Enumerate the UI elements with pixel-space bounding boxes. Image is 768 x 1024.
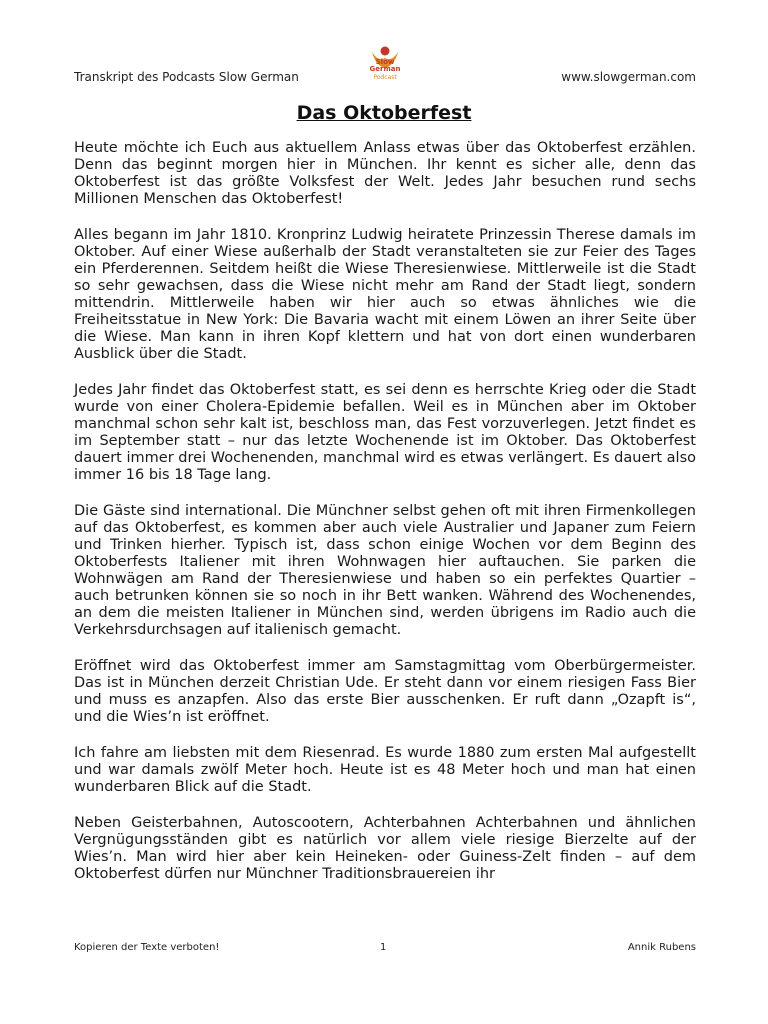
logo-line-german: German <box>369 65 401 73</box>
header-podcast-label: Transkript des Podcasts Slow German <box>74 70 299 84</box>
logo-line-slow: Slow <box>375 58 395 66</box>
page-footer <box>74 942 696 956</box>
header-website: www.slowgerman.com <box>561 70 696 84</box>
page-header <box>74 58 696 98</box>
document-title: Das Oktoberfest <box>296 102 472 124</box>
paragraph-3: Jedes Jahr findet das Oktoberfest statt, es sei denn es herrschte Krieg oder die Stadt wurde von einer Cholera-Epidemie befallen. Weil es in München aber im Oktober manchmal schon sehr kalt ist, beschloss man, das Fest vorzuverlegen. Jetzt findet es im September statt – nur das letzte Wochenende ist im Oktober. Das Oktoberfest dauert immer drei Wochenenden, manchmal wird es etwas verlängert. Es dauert also immer 16 bis 18 Tage lang. <box>74 382 696 483</box>
logo-wordmark <box>362 59 408 73</box>
slow-german-logo <box>370 46 400 96</box>
paragraph-6: Ich fahre am liebsten mit dem Riesenrad. Es wurde 1880 zum ersten Mal aufgestellt und war damals zwölf Meter hoch. Heute ist es 48 Meter hoch und man hat einen wunderbaren Blick auf die Stadt. <box>74 745 696 795</box>
paragraph-2: Alles begann im Jahr 1810. Kronprinz Ludwig heiratete Prinzessin Therese damals im Oktober. Auf einer Wiese außerhalb der Stadt veranstalteten sie zur Feier des Tages ein Pferderennen. Seitdem heißt die Wiese Theresienwiese. Mittlerweile ist die Stadt so sehr gewachsen, dass die Wiese nicht mehr am Rand der Stadt liegt, sondern mittendrin. Mittlerweile haben wir hier auch so etwas ähnliches wie die Freiheitsstatue in New York: Die Bavaria wacht mit einem Löwen an ihrer Seite über die Wiese. Man kann in ihren Kopf klettern und hat von dort einen wunderbaren Ausblick über die Stadt. <box>74 227 696 362</box>
footer-author: Annik Rubens <box>627 942 696 953</box>
paragraph-7: Neben Geisterbahnen, Autoscootern, Achterbahnen Achterbahnen und ähnlichen Vergnügungsständen gibt es natürlich vor allem viele riesige Bierzelte auf der Wies’n. Man wird hier aber kein Heineken- oder Guiness-Zelt finden – auf dem Oktoberfest dürfen nur Münchner Traditionsbrauereien ihr <box>74 815 696 882</box>
paragraph-1: Heute möchte ich Euch aus aktuellem Anlass etwas über das Oktoberfest erzählen. Denn das beginnt morgen hier in München. Ihr kennt es sicher alle, denn das Oktoberfest ist das größte Volksfest der Welt. Jedes Jahr besuchen rund sechs Millionen Menschen das Oktoberfest! <box>74 140 696 207</box>
logo-line-podcast: Podcast <box>373 74 397 81</box>
document-body <box>74 140 696 902</box>
paragraph-4: Die Gäste sind international. Die Münchner selbst gehen oft mit ihren Firmenkollegen auf das Oktoberfest, es kommen aber auch viele Australier und Japaner zum Feiern und Trinken hierher. Typisch ist, dass schon einige Wochen vor dem Beginn des Oktoberfests Italiener mit ihren Wohnwagen hier auftauchen. Sie parken die Wohnwägen am Rand der Theresienwiese und haben so ein perfektes Quartier – auch betrunken können sie so noch in ihr Bett wanken. Während des Wochenendes, an dem die meisten Italiener in München sind, werden übrigens im Radio auch die Verkehrsdurchsagen auf italienisch gemacht. <box>74 503 696 638</box>
footer-page-number: 1 <box>380 942 387 953</box>
footer-copyright-note: Kopieren der Texte verboten! <box>74 942 220 953</box>
paragraph-5: Eröffnet wird das Oktoberfest immer am Samstagmittag vom Oberbürgermeister. Das ist in München derzeit Christian Ude. Er steht dann vor einem riesigen Fass Bier und muss es anzapfen. Also das erste Bier ausschenken. Er ruft dann „Ozapft is“, und die Wies’n ist eröffnet. <box>74 658 696 725</box>
